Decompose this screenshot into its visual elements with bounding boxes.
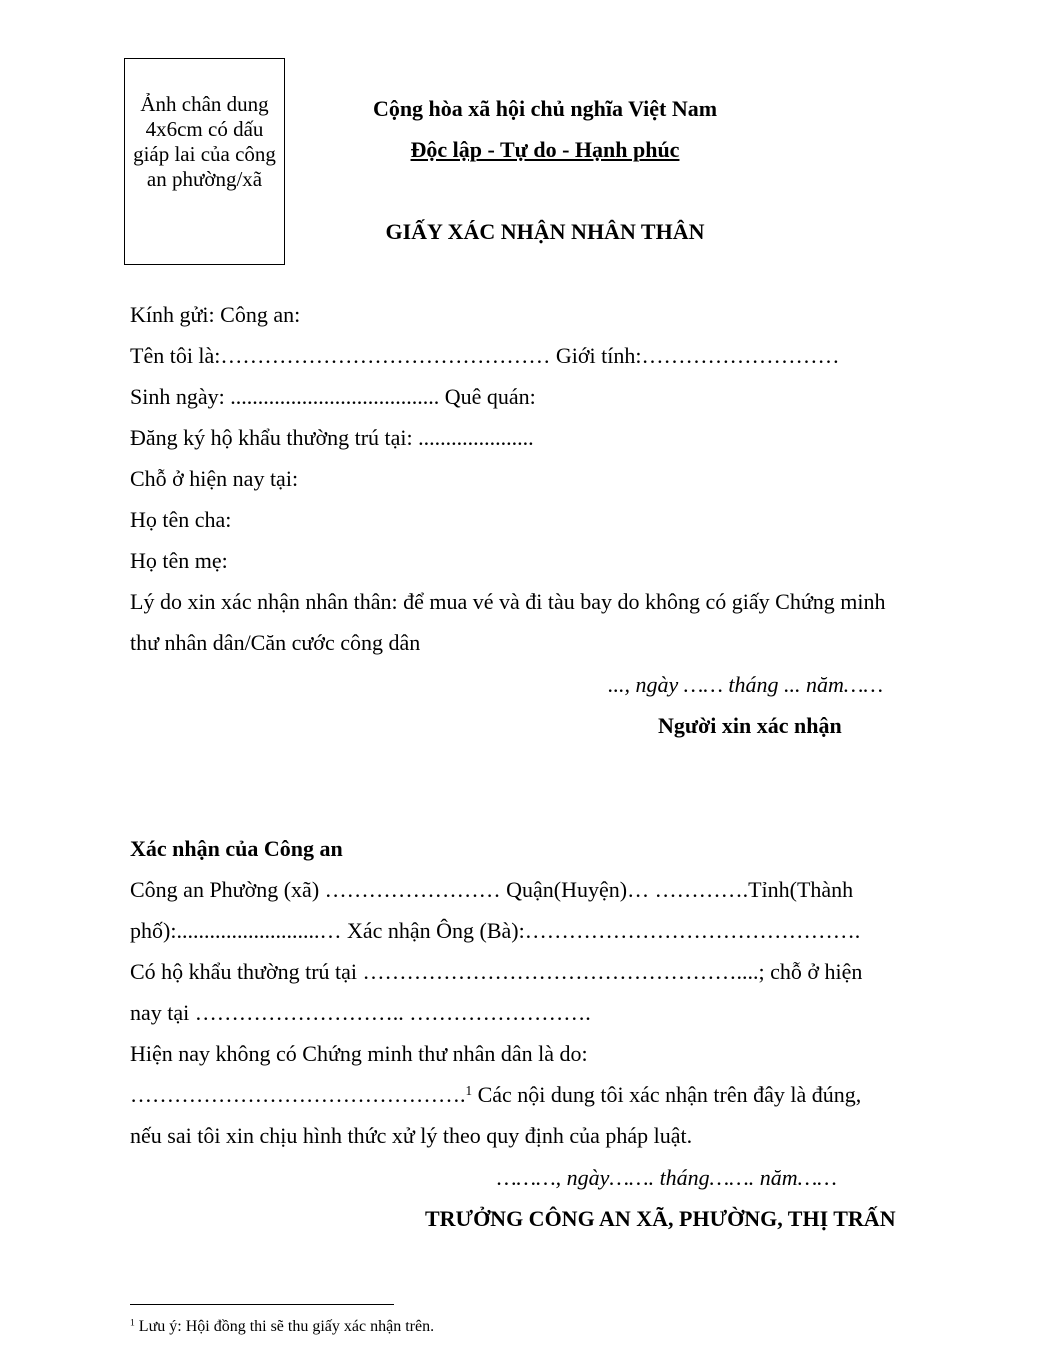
motto: Độc lập - Tự do - Hạnh phúc bbox=[410, 137, 680, 162]
reason-line-2: thư nhân dân/Căn cước công dân bbox=[130, 630, 421, 655]
footnote-ref[interactable]: 1 bbox=[465, 1082, 473, 1098]
police-date-line: ………, ngày……. tháng……. năm…… bbox=[497, 1165, 837, 1190]
footnote-separator bbox=[130, 1304, 394, 1305]
police-line-6-text: Các nội dung tôi xác nhận trên đây là đúng, bbox=[472, 1082, 862, 1107]
police-line-2: phố):..........................… Xác nhận Ông (Bà):………………………………………. bbox=[130, 918, 861, 943]
nation-heading: Cộng hòa xã hội chủ nghĩa Việt Nam bbox=[372, 96, 718, 121]
police-line-4: nay tại ……………………….. ……………………. bbox=[130, 1000, 591, 1025]
footnote-text: Lưu ý: Hội đồng thi sẽ thu giấy xác nhận trên. bbox=[134, 1318, 435, 1335]
police-signer: TRƯỞNG CÔNG AN XÃ, PHƯỜNG, THỊ TRẤN bbox=[425, 1206, 896, 1231]
footnote-marker: 1 bbox=[130, 1317, 135, 1329]
photo-placeholder-box bbox=[124, 58, 285, 265]
document-title: GIẤY XÁC NHẬN NHÂN THÂN bbox=[385, 219, 705, 244]
police-line-3: Có hộ khẩu thường trú tại ……………………………………………....; chỗ ở hiện bbox=[130, 959, 863, 984]
police-line-6 bbox=[130, 1082, 861, 1108]
birth-hometown-line: Sinh ngày: ...................................... Quê quán: bbox=[130, 384, 536, 409]
applicant-signer: Người xin xác nhận bbox=[658, 713, 842, 738]
recipient-line: Kính gửi: Công an: bbox=[130, 302, 301, 327]
name-gender-line: Tên tôi là:……………………………………… Giới tính:……………………… bbox=[130, 343, 840, 368]
motto-wrapper bbox=[340, 137, 750, 163]
reason-line-1: Lý do xin xác nhận nhân thân: để mua vé và đi tàu bay do không có giấy Chứng minh bbox=[130, 589, 886, 614]
police-line-7: nếu sai tôi xin chịu hình thức xử lý theo quy định của pháp luật. bbox=[130, 1123, 693, 1148]
mother-name-line: Họ tên mẹ: bbox=[130, 548, 228, 573]
applicant-date-line: ..., ngày …… tháng ... năm…… bbox=[608, 672, 884, 697]
police-line-1: Công an Phường (xã) …………………… Quận(Huyện)… ………….Tỉnh(Thành bbox=[130, 877, 854, 902]
photo-placeholder-text: Ảnh chân dung 4x6cm có dấu giáp lai của công an phường/xã bbox=[133, 92, 276, 191]
police-section-heading: Xác nhận của Công an bbox=[130, 836, 343, 861]
police-line-6-dots: ………………………………………. bbox=[130, 1082, 466, 1107]
footnote bbox=[130, 1318, 434, 1336]
registration-line: Đăng ký hộ khẩu thường trú tại: ..................... bbox=[130, 425, 534, 450]
police-line-5: Hiện nay không có Chứng minh thư nhân dân là do: bbox=[130, 1041, 588, 1066]
residence-line: Chỗ ở hiện nay tại: bbox=[130, 466, 299, 491]
father-name-line: Họ tên cha: bbox=[130, 507, 232, 532]
